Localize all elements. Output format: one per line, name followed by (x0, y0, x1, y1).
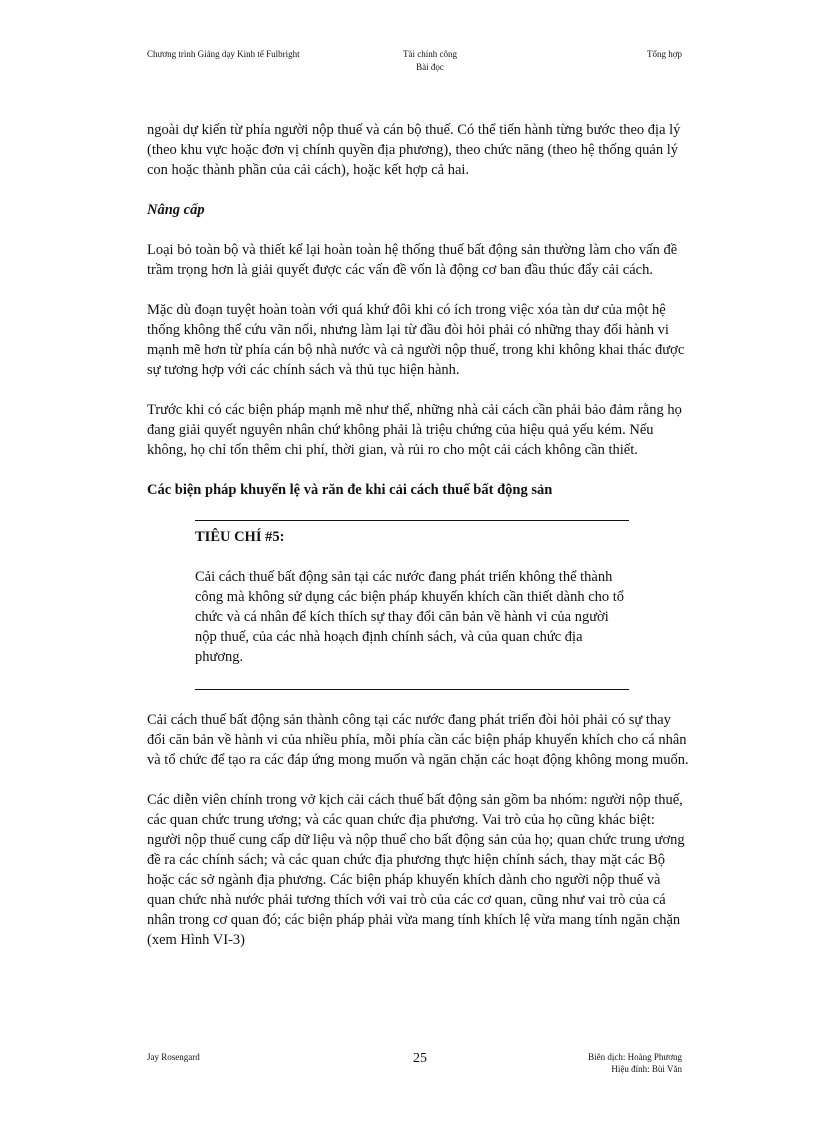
subheading-upgrade: Nâng cấp (147, 202, 205, 218)
paragraph-1: ngoài dự kiến từ phía người nộp thuế và cán bộ thuế. Có thể tiến hành từng bước theo địa lý (theo khu vực hoặc đơn vị chính quyền địa phương), theo chức năng (theo hệ thống quản lý con hoặc thành phần của cải cách), hoặc kết hợp cả hai. (147, 122, 681, 178)
header-course-title (380, 48, 480, 74)
footer-editor: Hiệu đính: Bùi Văn (611, 1064, 682, 1074)
criterion-title: TIÊU CHÍ #5: (195, 529, 285, 545)
document-body (147, 120, 692, 970)
criterion-text: Cải cách thuế bất động sản tại các nước đang phát triển không thể thành công mà không sử dụng các biện pháp khuyến khích cần thiết dành cho tổ chức và cá nhân để kích thích sự thay đổi căn bản về hành vi của người nộp thuế, của các nhà hoạch định chính sách, và của quan chức địa phương. (195, 569, 625, 665)
paragraph-6: Các diễn viên chính trong vở kịch cải cách thuế bất động sản gồm ba nhóm: người nộp thuế, các quan chức trung ương; và các quan chức địa phương. Vai trò của họ cũng khác biệt: người nộp thuế cung cấp dữ liệu và nộp thuế cho bất động sản của họ; quan chức trung ương đề ra các chính sách; và các quan chức địa phương thực hiện chính sách, thay mặt các Bộ hoặc các sở ngành địa phương. Các biện pháp khuyến khích dành cho người nộp thuế và quan chức nhà nước phải tương thích với vai trò của các cơ quan, cũng như vai trò của cá nhân trong cơ quan đó; các biện pháp phải vừa mang tính khích lệ vừa mang tính ngăn chặn (xem Hình VI-3) (147, 792, 685, 948)
header-course-line1: Tài chính công (403, 49, 457, 59)
section-heading: Các biện pháp khuyến lệ và răn đe khi cải cách thuế bất động sản (147, 482, 553, 498)
paragraph-2: Loại bỏ toàn bộ và thiết kế lại hoàn toàn hệ thống thuế bất động sản thường làm cho vấn đề trầm trọng hơn là giải quyết được các vấn đề vốn là động cơ ban đầu thúc đẩy cải cách. (147, 242, 678, 278)
header-course-line2: Bài đọc (416, 62, 444, 72)
header-section-label: Tổng hợp (646, 49, 682, 59)
page-number: 25 (413, 1051, 427, 1066)
footer-credits (588, 1051, 682, 1075)
paragraph-4: Trước khi có các biện pháp mạnh mẽ như thế, những nhà cải cách cần phải bảo đảm rằng họ đang giải quyết nguyên nhân chứ không phải là triệu chứng của hiệu quả yếu kém. Nếu không, họ chỉ tốn thêm chi phí, thời gian, và rủi ro cho một cải cách không cần thiết. (147, 402, 682, 458)
paragraph-3: Mặc dù đoạn tuyệt hoàn toàn với quá khứ đôi khi có ích trong việc xóa tàn dư của một hệ thống không thể cứu vãn nổi, nhưng làm lại từ đầu đòi hỏi phải có những thay đổi hành vi mạnh mẽ hơn từ phía cán bộ nhà nước và cả người nộp thuế, trong khi không khai thác được sự tương hợp với các chính sách và thủ tục hiện hành. (147, 302, 685, 378)
criterion-box (195, 520, 629, 690)
footer-translator: Biên dịch: Hoàng Phương (588, 1052, 682, 1062)
paragraph-5: Cải cách thuế bất động sản thành công tại các nước đang phát triển đòi hỏi phải có sự thay đổi căn bản về hành vi của nhiều phía, mỗi phía cần các biện pháp khuyến khích cho cá nhân và tổ chức để tạo ra các đáp ứng mong muốn và ngăn chặn các hoạt động không mong muốn. (147, 712, 689, 768)
footer-author: Jay Rosengard (147, 1052, 200, 1062)
header-program-name: Chương trình Giảng dạy Kinh tế Fulbright (147, 49, 300, 59)
